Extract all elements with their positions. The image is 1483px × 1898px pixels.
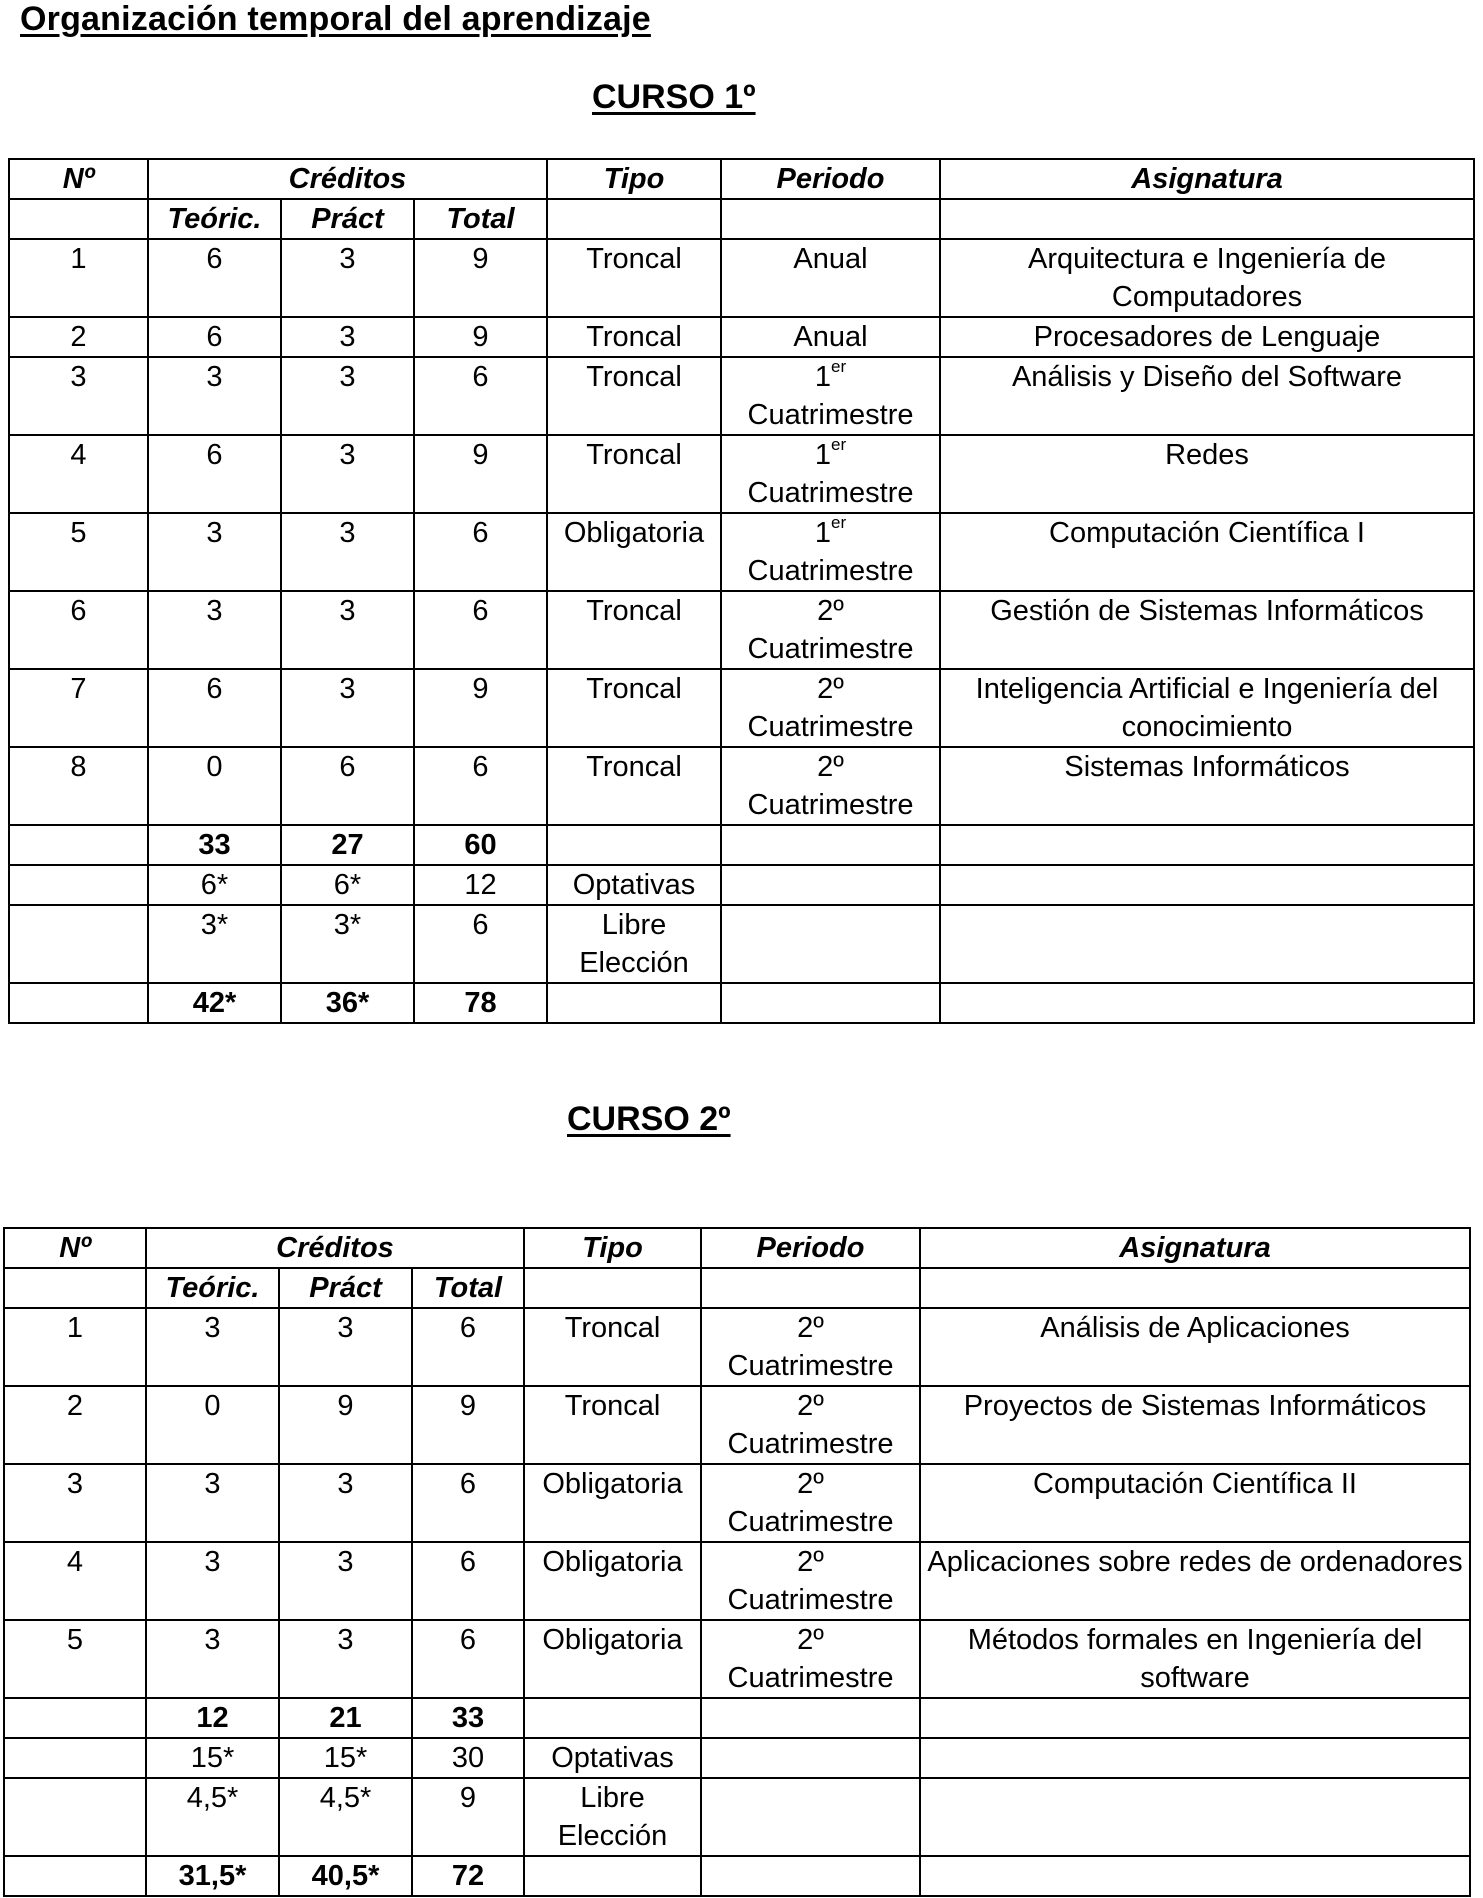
curso-2-table	[3, 1227, 1471, 1897]
table-row: 3 3 3 6 Troncal 1er Cuatrimestre Análisis y Diseño del Software	[9, 357, 1474, 435]
curso-2-title: CURSO 2º	[567, 1100, 731, 1138]
subtotal-row: 33 27 60	[9, 825, 1474, 865]
table-row: 4 3 3 6 Obligatoria 2º Cuatrimestre Aplicaciones sobre redes de ordenadores	[4, 1542, 1470, 1620]
col-header-num: Nº	[9, 159, 148, 199]
col-header-asignatura: Asignatura	[940, 159, 1474, 199]
table-row: 5 3 3 6 Obligatoria 2º Cuatrimestre Métodos formales en Ingeniería del software	[4, 1620, 1470, 1698]
table-row: 1 6 3 9 Troncal Anual Arquitectura e Ingeniería de Computadores	[9, 239, 1474, 317]
col-header-num: Nº	[4, 1228, 146, 1268]
col-header-tipo: Tipo	[524, 1228, 701, 1268]
col-header-total: Total	[414, 199, 547, 239]
table-row: 5 3 3 6 Obligatoria 1er Cuatrimestre Computación Científica I	[9, 513, 1474, 591]
table-row: 4 6 3 9 Troncal 1er Cuatrimestre Redes	[9, 435, 1474, 513]
col-header-periodo: Periodo	[701, 1228, 920, 1268]
total-row: 31,5* 40,5* 72	[4, 1856, 1470, 1896]
table-row: 3 3 3 6 Obligatoria 2º Cuatrimestre Computación Científica II	[4, 1464, 1470, 1542]
col-header-total: Total	[412, 1268, 524, 1308]
table-row: 1 3 3 6 Troncal 2º Cuatrimestre Análisis de Aplicaciones	[4, 1308, 1470, 1386]
optativas-row: 15* 15* 30 Optativas	[4, 1738, 1470, 1778]
optativas-row: 6* 6* 12 Optativas	[9, 865, 1474, 905]
col-header-periodo: Periodo	[721, 159, 940, 199]
col-header-teoric: Teóric.	[146, 1268, 279, 1308]
table-row: 2 6 3 9 Troncal Anual Procesadores de Lenguaje	[9, 317, 1474, 357]
col-header-creditos: Créditos	[146, 1228, 524, 1268]
col-header-pract: Práct	[279, 1268, 412, 1308]
subtotal-row: 12 21 33	[4, 1698, 1470, 1738]
col-header-pract: Práct	[281, 199, 414, 239]
header-row-2	[9, 199, 1474, 239]
header-row-1	[4, 1228, 1470, 1268]
header-row-2	[4, 1268, 1470, 1308]
col-header-asignatura: Asignatura	[920, 1228, 1470, 1268]
table-row: 2 0 9 9 Troncal 2º Cuatrimestre Proyectos de Sistemas Informáticos	[4, 1386, 1470, 1464]
table-row: 8 0 6 6 Troncal 2º Cuatrimestre Sistemas Informáticos	[9, 747, 1474, 825]
total-row: 42* 36* 78	[9, 983, 1474, 1023]
col-header-tipo: Tipo	[547, 159, 721, 199]
page-title: Organización temporal del aprendizaje	[20, 0, 651, 38]
curso-1-table	[8, 158, 1475, 1024]
libre-eleccion-row: 4,5* 4,5* 9 Libre Elección	[4, 1778, 1470, 1856]
col-header-creditos: Créditos	[148, 159, 547, 199]
table-row: 6 3 3 6 Troncal 2º Cuatrimestre Gestión de Sistemas Informáticos	[9, 591, 1474, 669]
libre-eleccion-row: 3* 3* 6 Libre Elección	[9, 905, 1474, 983]
col-header-teoric: Teóric.	[148, 199, 281, 239]
table-row: 7 6 3 9 Troncal 2º Cuatrimestre Inteligencia Artificial e Ingeniería del conocimiento	[9, 669, 1474, 747]
header-row-1	[9, 159, 1474, 199]
curso-1-title: CURSO 1º	[592, 78, 756, 116]
